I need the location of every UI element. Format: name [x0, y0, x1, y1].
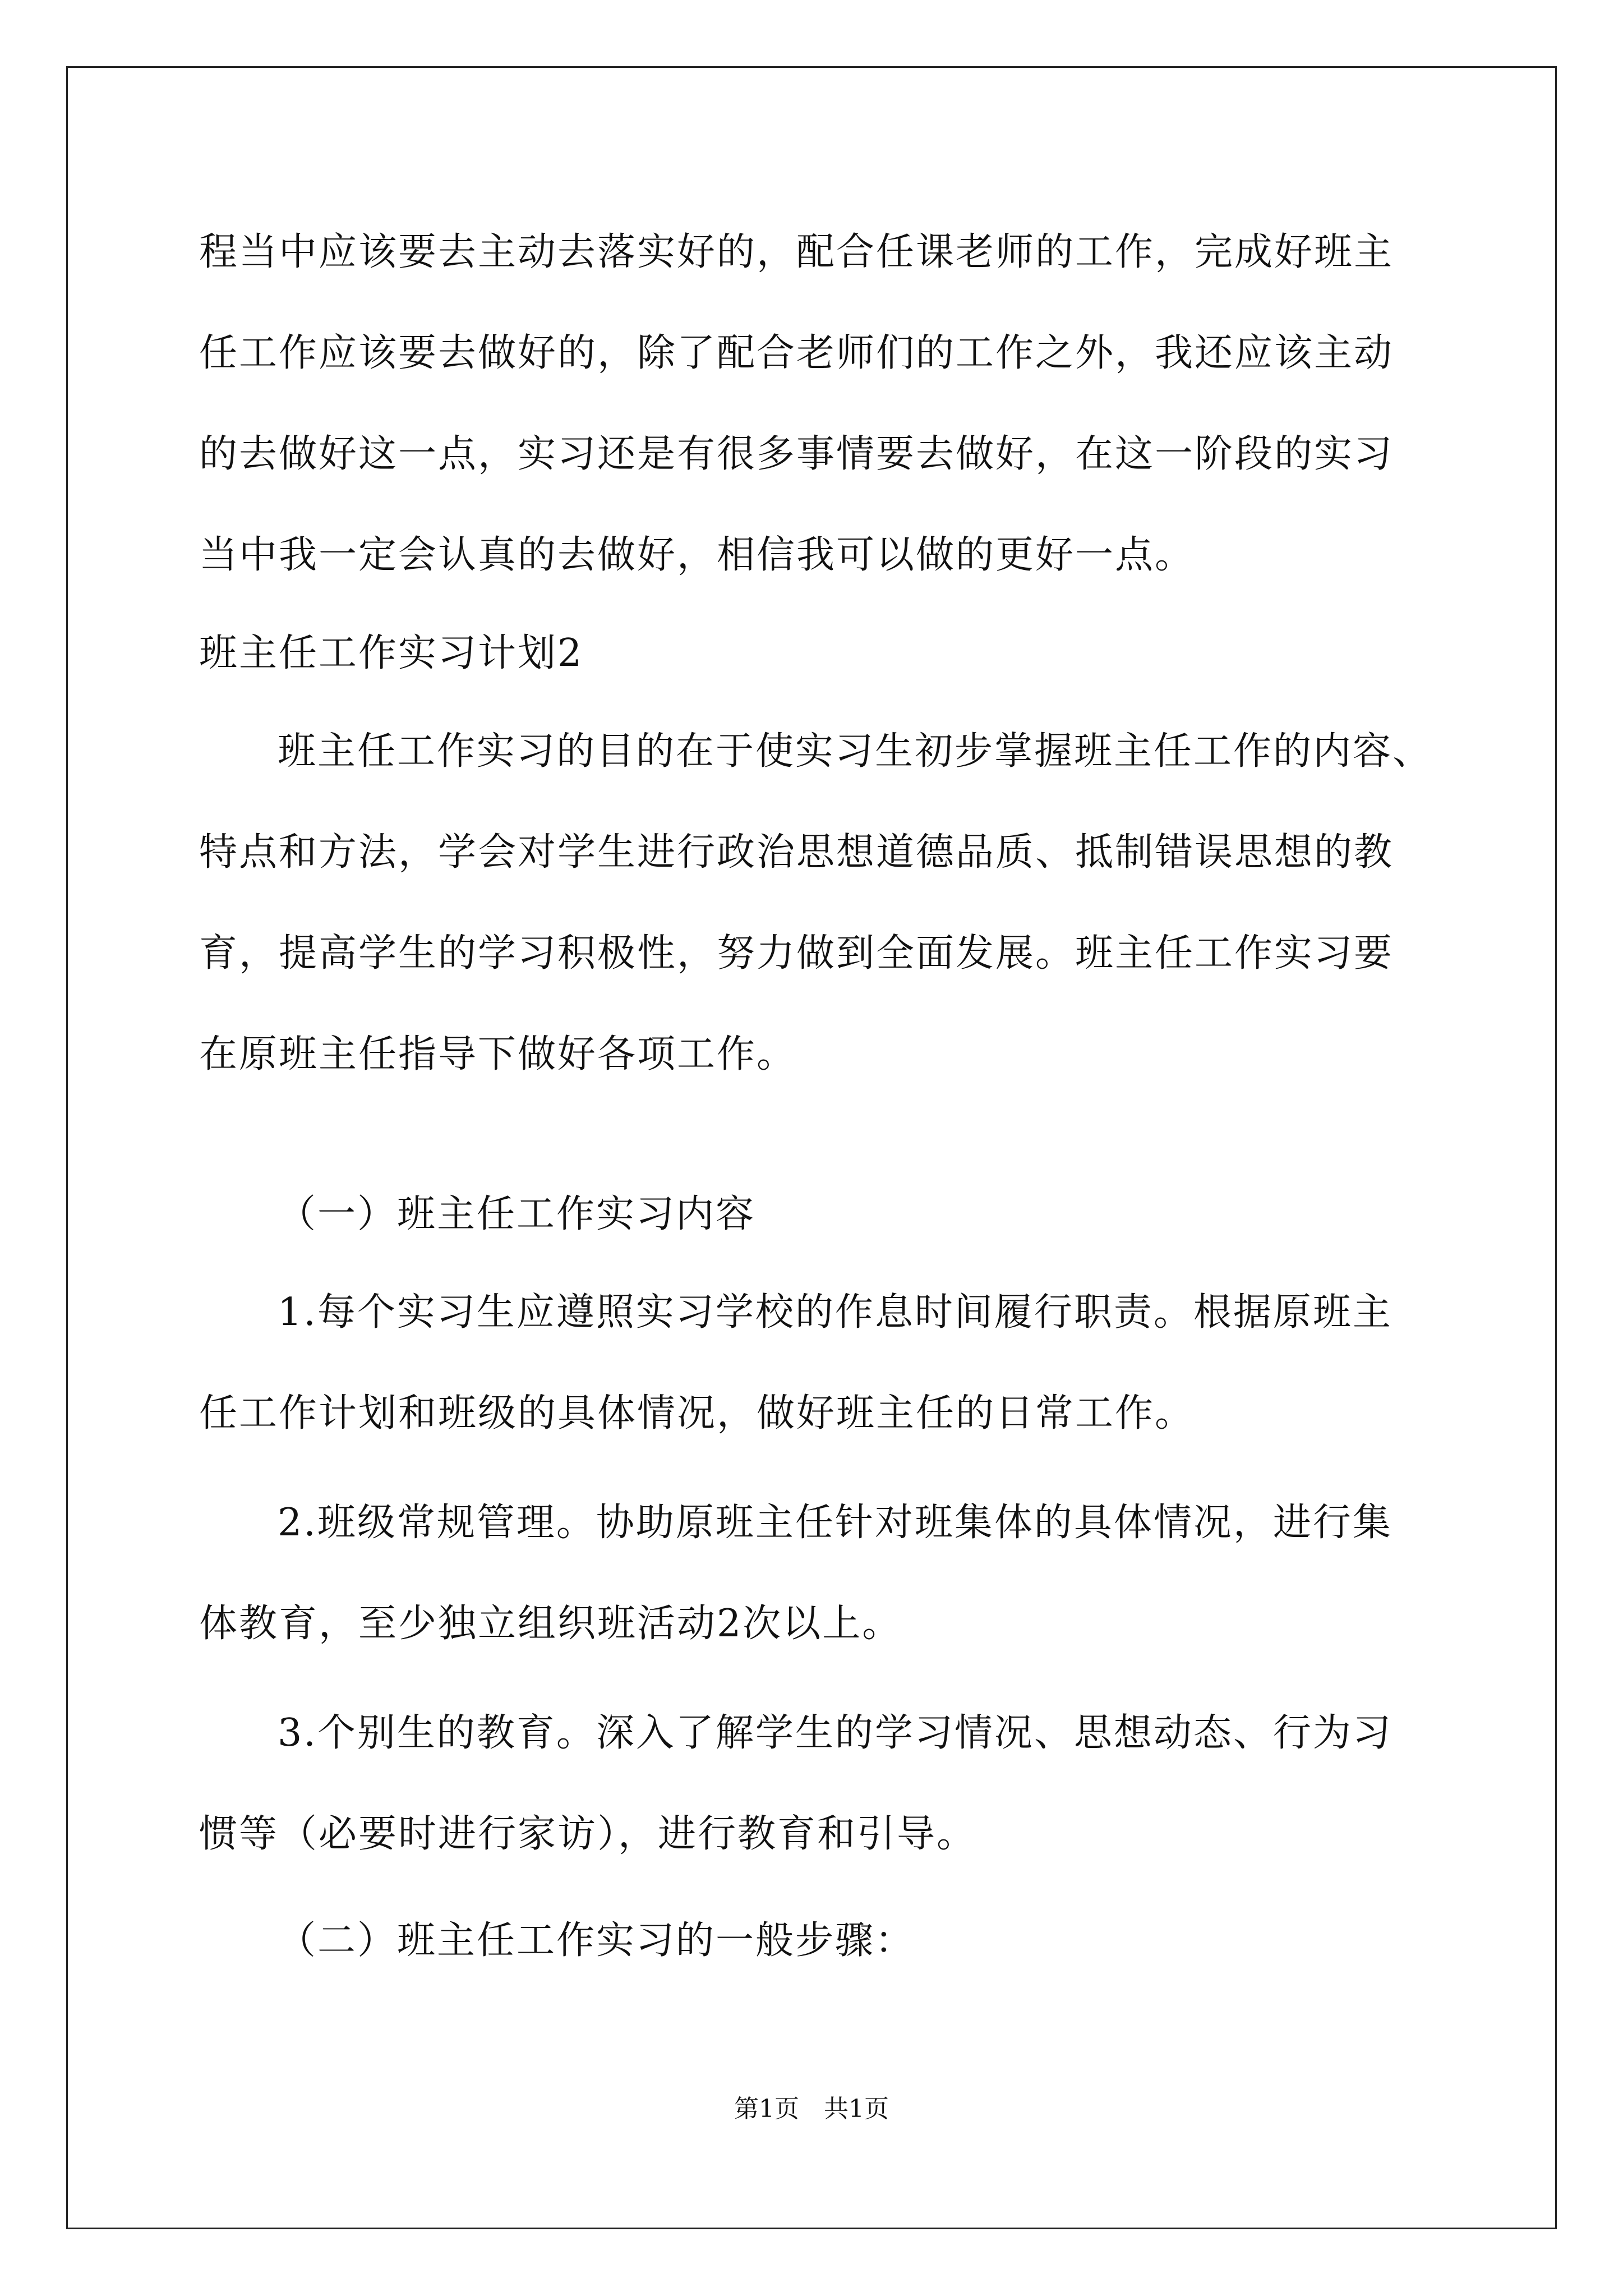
body-line-3: 的去做好这一点，实习还是有很多事情要去做好，在这一阶段的实习 [199, 432, 1394, 476]
item-3-line-2: 惯等（必要时进行家访），进行教育和引导。 [199, 1812, 977, 1856]
body-line-2: 任工作应该要去做好的，除了配合老师们的工作之外，我还应该主动 [199, 331, 1394, 375]
body-line-8: 在原班主任指导下做好各项工作。 [199, 1032, 797, 1076]
item-2-line-2: 体教育，至少独立组织班活动2次以上。 [199, 1602, 902, 1646]
body-line-7: 育，提高学生的学习积极性，努力做到全面发展。班主任工作实习要 [199, 931, 1394, 976]
subheading-1: （一）班主任工作实习内容 [278, 1192, 756, 1236]
section-heading: 班主任工作实习计划2 [199, 631, 584, 675]
body-line-4: 当中我一定会认真的去做好，相信我可以做的更好一点。 [199, 533, 1195, 577]
subheading-2: （二）班主任工作实习的一般步骤： [278, 1918, 915, 1963]
body-line-6: 特点和方法，学会对学生进行政治思想道德品质、抵制错误思想的教 [199, 830, 1394, 875]
item-1-line-1: 1.每个实习生应遵照实习学校的作息时间履行职责。根据原班主 [278, 1290, 1393, 1335]
item-3-line-1: 3.个别生的教育。深入了解学生的学习情况、思想动态、行为习 [278, 1711, 1393, 1755]
page-border [66, 66, 1557, 2229]
page-footer: 第1页 共1页 [734, 2095, 889, 2123]
item-2-line-1: 2.班级常规管理。协助原班主任针对班集体的具体情况，进行集 [278, 1501, 1393, 1545]
body-line-5: 班主任工作实习的目的在于使实习生初步掌握班主任工作的内容、 [278, 729, 1433, 774]
body-line-1: 程当中应该要去主动去落实好的，配合任课老师的工作，完成好班主 [199, 230, 1394, 274]
item-1-line-2: 任工作计划和班级的具体情况，做好班主任的日常工作。 [199, 1391, 1195, 1435]
